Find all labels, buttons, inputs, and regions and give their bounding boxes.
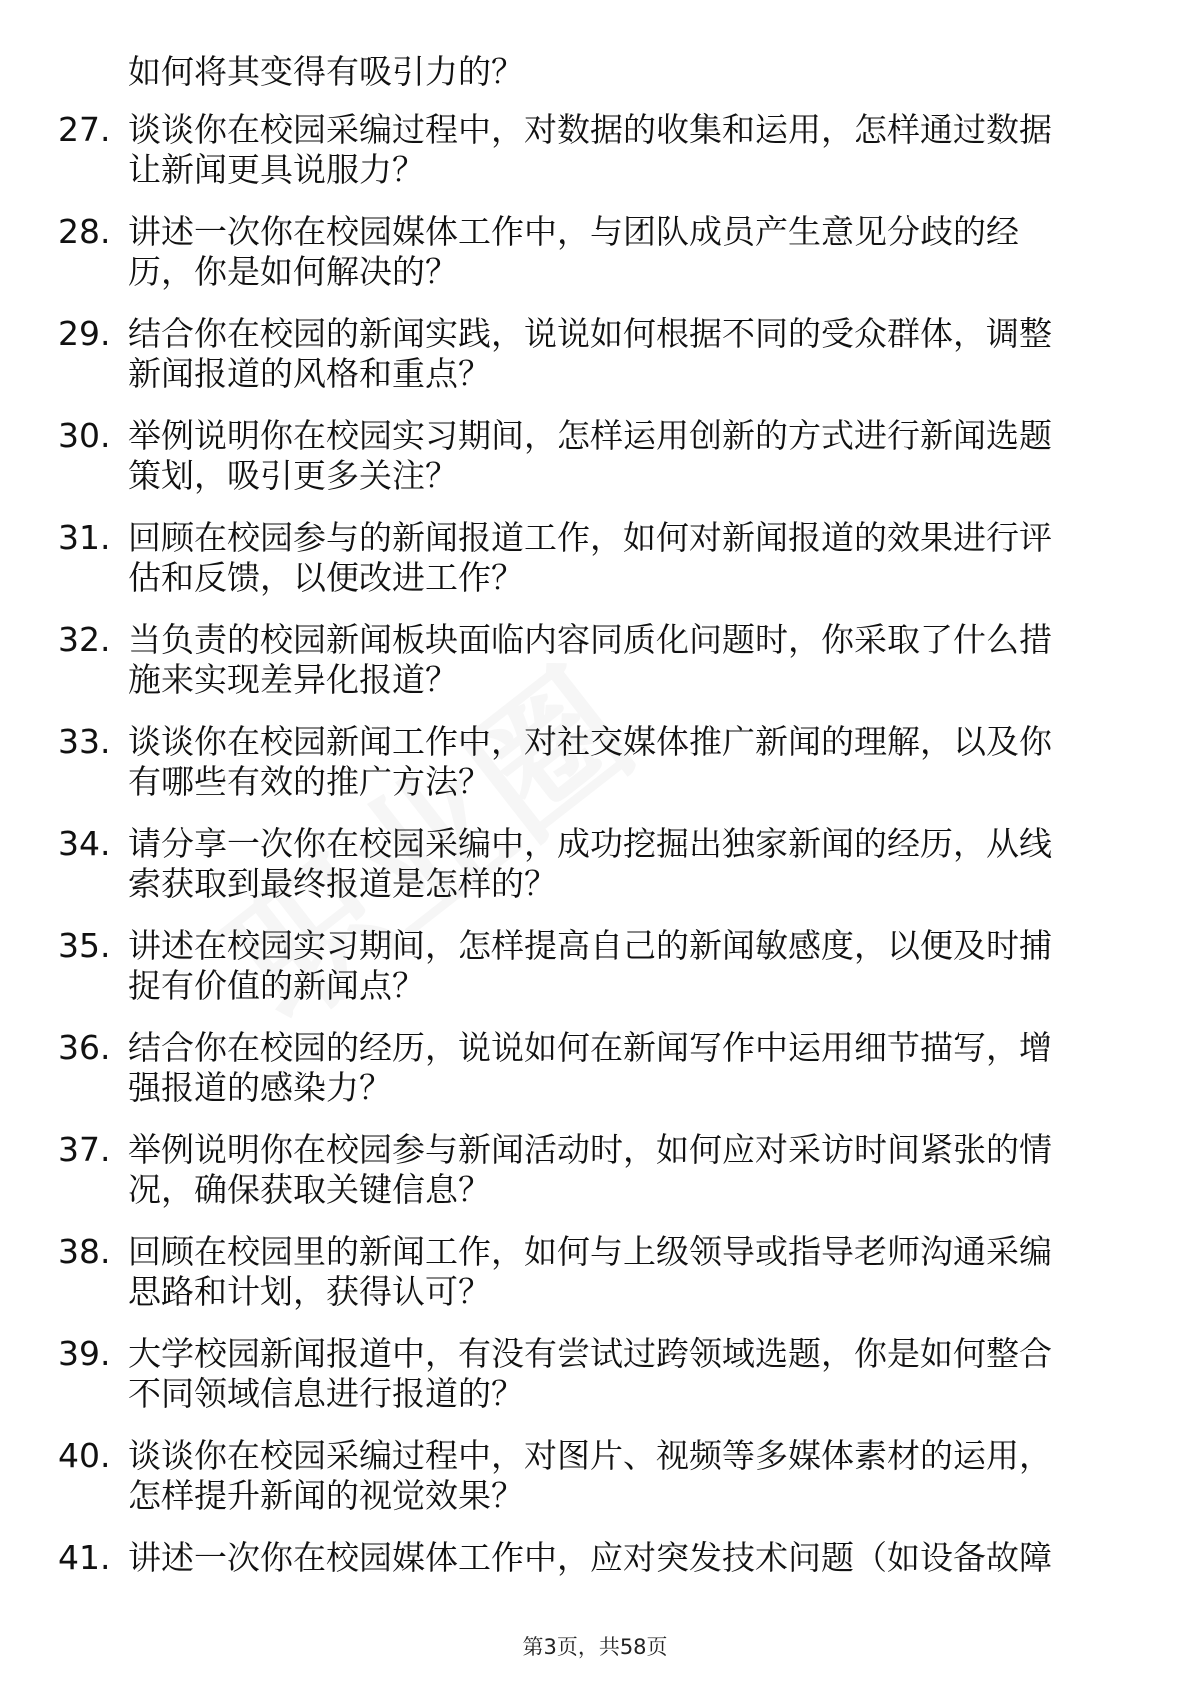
- question-number: 31.: [58, 518, 111, 557]
- question-number: 29.: [58, 314, 111, 353]
- question-number: 28.: [58, 212, 111, 251]
- question-text: [128, 110, 1108, 190]
- question-item: [0, 722, 1190, 824]
- question-number: 38.: [58, 1232, 111, 1271]
- question-text: [128, 314, 1108, 394]
- question-item: [0, 1436, 1190, 1538]
- question-line: 况，确保获取关键信息？: [128, 1170, 491, 1209]
- question-item: [0, 1028, 1190, 1130]
- question-text: [128, 824, 1108, 904]
- question-text: [128, 1232, 1108, 1312]
- question-item: [0, 1130, 1190, 1232]
- question-line: 谈谈你在校园采编过程中，对数据的收集和运用，怎样通过数据: [128, 110, 1052, 149]
- question-item: [0, 314, 1190, 416]
- question-line: 捉有价值的新闻点？: [128, 966, 425, 1005]
- question-number: 30.: [58, 416, 111, 455]
- question-line: 策划，吸引更多关注？: [128, 456, 458, 495]
- question-item: [0, 926, 1190, 1028]
- question-item: [0, 620, 1190, 722]
- question-line: 估和反馈，以便改进工作？: [128, 558, 524, 597]
- question-item: [0, 212, 1190, 314]
- question-line: 强报道的感染力？: [128, 1068, 392, 1107]
- question-text: [128, 722, 1108, 802]
- question-item: [0, 1538, 1190, 1640]
- question-line: 新闻报道的风格和重点？: [128, 354, 491, 393]
- question-text: [128, 1028, 1108, 1108]
- question-number: 27.: [58, 110, 111, 149]
- continued-question-line: 如何将其变得有吸引力的？: [128, 52, 524, 91]
- question-line: 举例说明你在校园实习期间，怎样运用创新的方式进行新闻选题: [128, 416, 1052, 455]
- question-text: [128, 1334, 1108, 1414]
- question-line: 有哪些有效的推广方法？: [128, 762, 491, 801]
- question-number: 39.: [58, 1334, 111, 1373]
- question-number: 40.: [58, 1436, 111, 1475]
- question-line: 怎样提升新闻的视觉效果？: [128, 1476, 524, 1515]
- page-footer: 第3页，共58页: [522, 1635, 668, 1659]
- question-text: [128, 518, 1108, 598]
- question-line: 回顾在校园参与的新闻报道工作，如何对新闻报道的效果进行评: [128, 518, 1052, 557]
- question-number: 37.: [58, 1130, 111, 1169]
- question-text: [128, 1436, 1108, 1516]
- question-line: 历，你是如何解决的？: [128, 252, 458, 291]
- question-line: 举例说明你在校园参与新闻活动时，如何应对采访时间紧张的情: [128, 1130, 1052, 1169]
- question-line: 讲述一次你在校园媒体工作中，与团队成员产生意见分歧的经: [128, 212, 1019, 251]
- question-line: 谈谈你在校园采编过程中，对图片、视频等多媒体素材的运用，: [128, 1436, 1052, 1475]
- question-number: 32.: [58, 620, 111, 659]
- question-line: 讲述一次你在校园媒体工作中，应对突发技术问题（如设备故障: [128, 1538, 1052, 1577]
- question-text: [128, 620, 1108, 700]
- question-item: [0, 416, 1190, 518]
- question-line: 讲述在校园实习期间，怎样提高自己的新闻敏感度，以便及时捕: [128, 926, 1052, 965]
- question-line: 结合你在校园的经历，说说如何在新闻写作中运用细节描写，增: [128, 1028, 1052, 1067]
- question-item: [0, 1232, 1190, 1334]
- question-text: [128, 926, 1108, 1006]
- question-line: 谈谈你在校园新闻工作中，对社交媒体推广新闻的理解，以及你: [128, 722, 1052, 761]
- question-number: 41.: [58, 1538, 111, 1577]
- question-text: [128, 1538, 1108, 1578]
- question-item: [0, 1334, 1190, 1436]
- question-text: [128, 1130, 1108, 1210]
- question-line: 索获取到最终报道是怎样的？: [128, 864, 557, 903]
- question-number: 33.: [58, 722, 111, 761]
- question-item: [0, 518, 1190, 620]
- question-item: [0, 824, 1190, 926]
- question-number: 35.: [58, 926, 111, 965]
- question-line: 施来实现差异化报道？: [128, 660, 458, 699]
- question-line: 让新闻更具说服力？: [128, 150, 425, 189]
- question-line: 大学校园新闻报道中，有没有尝试过跨领域选题，你是如何整合: [128, 1334, 1052, 1373]
- question-text: [128, 212, 1108, 292]
- question-text: [128, 416, 1108, 496]
- question-number: 36.: [58, 1028, 111, 1067]
- question-line: 思路和计划，获得认可？: [128, 1272, 491, 1311]
- question-line: 请分享一次你在校园采编中，成功挖掘出独家新闻的经历，从线: [128, 824, 1052, 863]
- question-line: 结合你在校园的新闻实践，说说如何根据不同的受众群体，调整: [128, 314, 1052, 353]
- question-list: [0, 110, 1190, 1640]
- question-line: 当负责的校园新闻板块面临内容同质化问题时，你采取了什么措: [128, 620, 1052, 659]
- question-item: [0, 110, 1190, 212]
- question-line: 回顾在校园里的新闻工作，如何与上级领导或指导老师沟通采编: [128, 1232, 1052, 1271]
- question-number: 34.: [58, 824, 111, 863]
- question-line: 不同领域信息进行报道的？: [128, 1374, 524, 1413]
